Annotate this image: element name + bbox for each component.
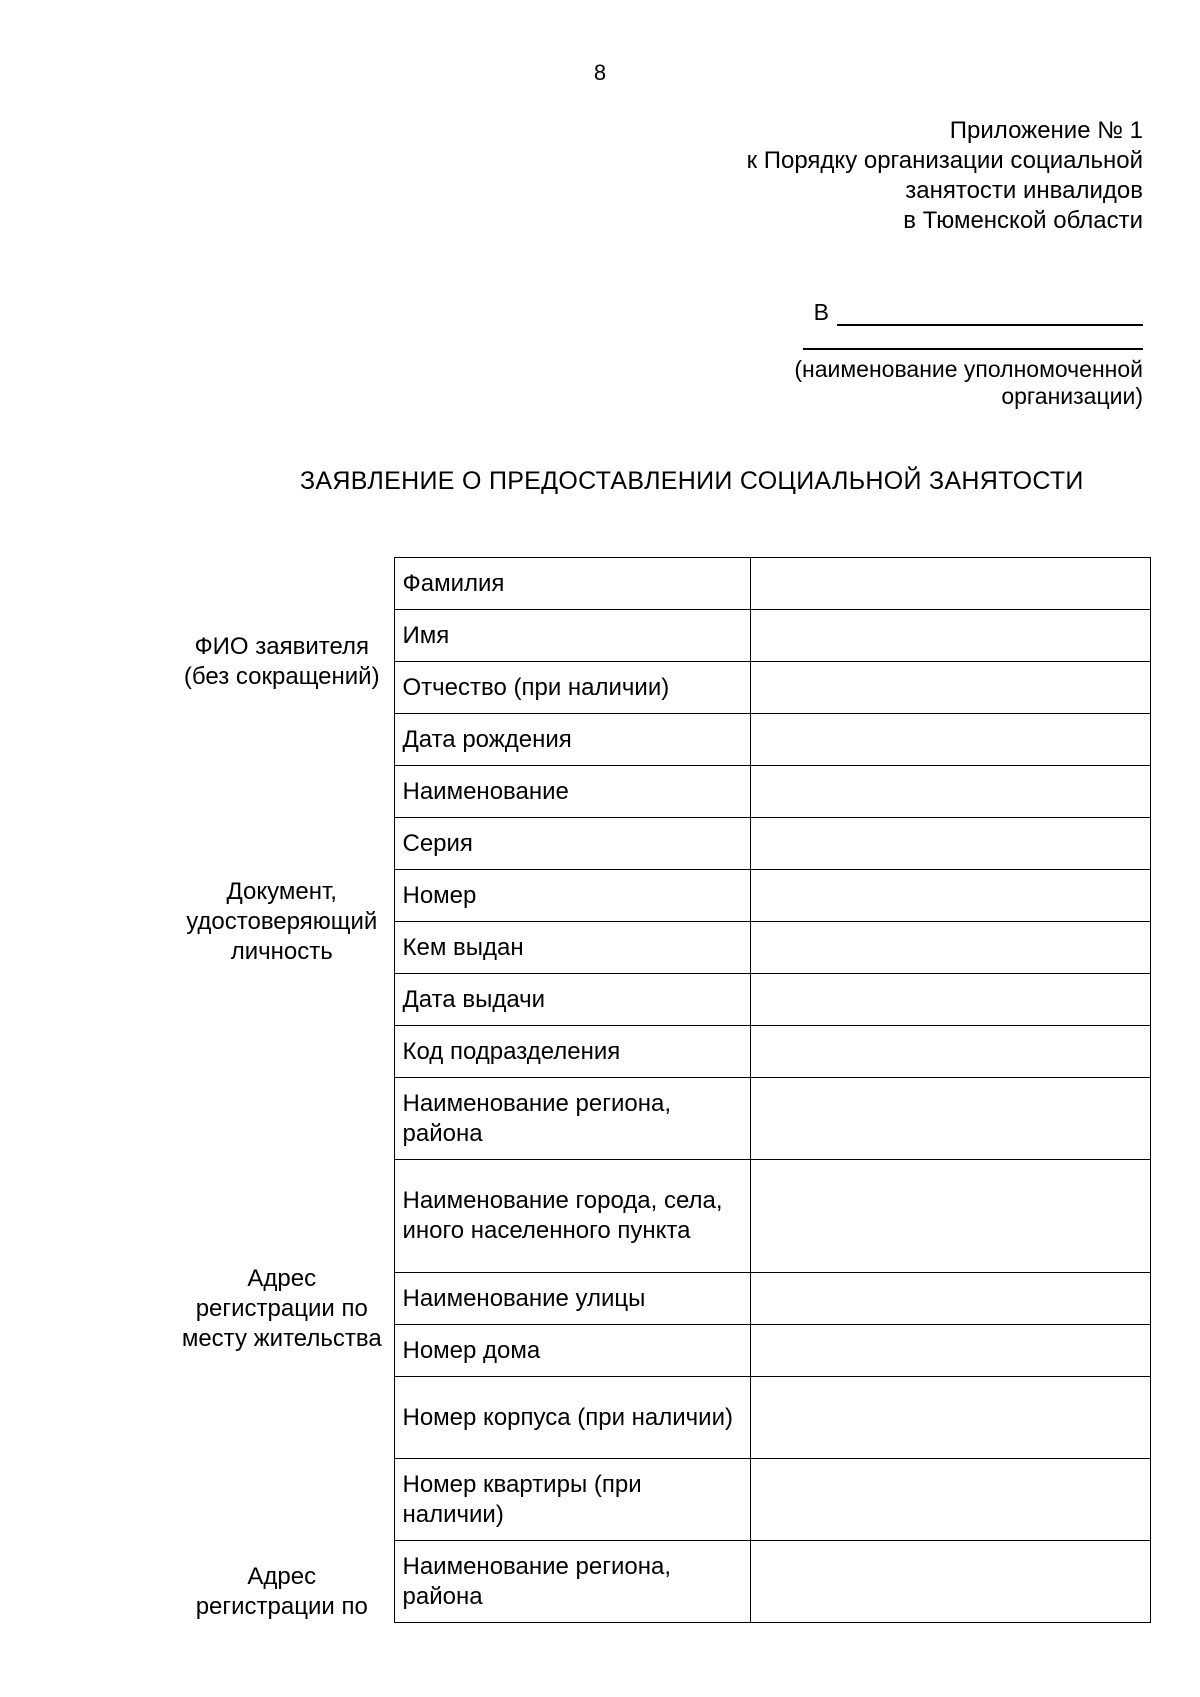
field-value-doc-series[interactable] — [750, 818, 1150, 870]
field-value-doc-number[interactable] — [750, 870, 1150, 922]
field-label-doc-series: Серия — [394, 818, 750, 870]
field-label-addr-apartment: Номер квартиры (при наличии) — [394, 1459, 750, 1541]
table-row — [0, 1078, 1150, 1160]
field-value-addr-region[interactable] — [750, 1078, 1150, 1160]
field-label-doc-issued-by: Кем выдан — [394, 922, 750, 974]
table-row — [0, 1541, 1150, 1623]
field-label-addr-street: Наименование улицы — [394, 1273, 750, 1325]
field-label-addr-region: Наименование региона, района — [394, 1078, 750, 1160]
field-value-doc-division-code[interactable] — [750, 1026, 1150, 1078]
document-title: ЗАЯВЛЕНИЕ О ПРЕДОСТАВЛЕНИИ СОЦИАЛЬНОЙ ЗАНЯТОСТИ — [300, 467, 1084, 495]
field-label-surname: Фамилия — [394, 558, 750, 610]
appendix-line-1: Приложение № 1 — [949, 117, 1143, 144]
group-label-registration: Адрес регистрации по месту жительства — [181, 1265, 382, 1352]
table-row — [0, 766, 1150, 818]
appendix-line-4: в Тюменской области — [903, 207, 1143, 234]
addressee-line — [743, 296, 1143, 326]
field-value-addr2-region[interactable] — [750, 1541, 1150, 1623]
addressee-caption — [743, 356, 1143, 410]
addressee-caption-line-1: (наименование уполномоченной — [794, 356, 1143, 382]
field-label-doc-division-code: Код подразделения — [394, 1026, 750, 1078]
field-value-doc-name[interactable] — [750, 766, 1150, 818]
field-label-addr-house: Номер дома — [394, 1325, 750, 1377]
addressee-blank-line-2[interactable] — [803, 348, 1143, 350]
field-label-name: Имя — [394, 610, 750, 662]
addressee-prefix: В — [813, 299, 829, 325]
field-value-addr-building[interactable] — [750, 1377, 1150, 1459]
field-value-addr-street[interactable] — [750, 1273, 1150, 1325]
field-label-doc-issue-date: Дата выдачи — [394, 974, 750, 1026]
addressee-block — [743, 296, 1143, 410]
application-form-table — [0, 557, 1151, 1623]
addressee-blank-line[interactable] — [837, 298, 1143, 326]
appendix-header — [623, 116, 1143, 236]
field-value-addr-city[interactable] — [750, 1160, 1150, 1273]
field-value-doc-issue-date[interactable] — [750, 974, 1150, 1026]
field-value-addr-house[interactable] — [750, 1325, 1150, 1377]
field-label-birth-date: Дата рождения — [394, 714, 750, 766]
group-label-fio: ФИО заявителя (без сокращений) — [183, 632, 380, 690]
field-value-addr-apartment[interactable] — [750, 1459, 1150, 1541]
field-label-addr-building: Номер корпуса (при наличии) — [394, 1377, 750, 1459]
group-label-registration-2: Адрес регистрации по — [195, 1562, 368, 1620]
field-label-doc-number: Номер — [394, 870, 750, 922]
appendix-line-2: к Порядку организации социальной — [746, 147, 1143, 174]
addressee-caption-line-2: организации) — [1001, 383, 1143, 409]
page-number: 8 — [593, 60, 607, 85]
table-row — [0, 558, 1150, 610]
field-value-surname[interactable] — [750, 558, 1150, 610]
appendix-line-3: занятости инвалидов — [905, 177, 1143, 204]
group-label-document: Документ, удостоверяющий личность — [186, 877, 378, 965]
field-value-patronymic[interactable] — [750, 662, 1150, 714]
field-label-patronymic: Отчество (при наличии) — [394, 662, 750, 714]
field-label-doc-name: Наименование — [394, 766, 750, 818]
field-label-addr-city: Наименование города, села, иного населенного пункта — [394, 1160, 750, 1273]
field-value-name[interactable] — [750, 610, 1150, 662]
field-value-birth-date[interactable] — [750, 714, 1150, 766]
field-label-addr2-region: Наименование региона, района — [394, 1541, 750, 1623]
field-value-doc-issued-by[interactable] — [750, 922, 1150, 974]
